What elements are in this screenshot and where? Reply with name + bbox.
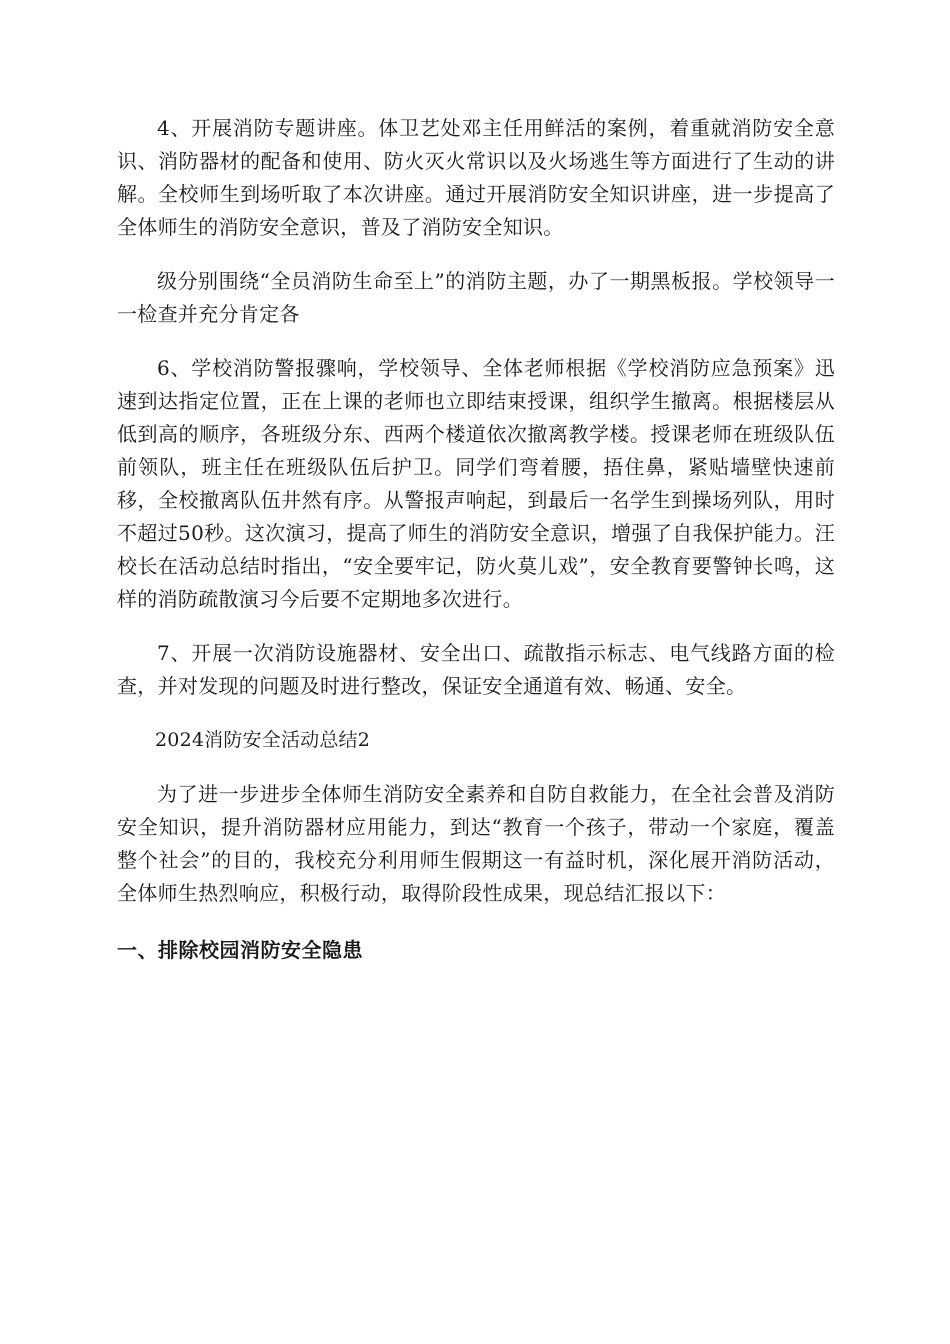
paragraph-item-4: 4、开展消防专题讲座。体卫艺处邓主任用鲜活的案例，着重就消防安全意识、消防器材的配备和使用、防火灭火常识以及火场逃生等方面进行了生动的讲解。全校师生到场听取了本次讲座。通过开展消防安全知识讲座，进一步提高了全体师生的消防安全意识，普及了消防安全知识。 xyxy=(117,116,835,239)
paragraph-item-6: 6、学校消防警报骤响，学校领导、全体老师根据《学校消防应急预案》迅速到达指定位置，正在上课的老师也立即结束授课，组织学生撤离。根据楼层从低到高的顺序，各班级分东、西两个楼道依次撤离教学楼。授课老师在班级队伍前领队，班主任在班级队伍后护卫。同学们弯着腰，捂住鼻，紧贴墙壁快速前移，全校撤离队伍井然有序。从警报声响起，到最后一名学生到操场列队，用时不超过50秒。这次演习，提高了师生的消防安全意识，增强了自我保护能力。汪校长在活动总结时指出，“安全要牢记，防火莫儿戏”，安全教育要警钟长鸣，这样的消防疏散演习今后要不定期地多次进行。 xyxy=(117,356,835,611)
paragraph-item-7: 7、开展一次消防设施器材、安全出口、疏散指示标志、电气线路方面的检查，并对发现的问题及时进行整改，保证安全通道有效、畅通、安全。 xyxy=(117,641,835,698)
paragraph-blackboard: 级分别围绕“全员消防生命至上”的消防主题，办了一期黑板报。学校领导一一检查并充分肯定各 xyxy=(117,269,835,326)
section-title: 2024消防安全活动总结2 xyxy=(155,729,371,751)
document-page xyxy=(117,112,835,967)
section-heading: 一、排除校园消防安全隐患 xyxy=(117,938,363,962)
paragraph-intro: 为了进一步进步全体师生消防安全素养和自防自救能力，在全社会普及消防安全知识，提升消防器材应用能力，到达“教育一个孩子，带动一个家庭，覆盖整个社会”的目的，我校充分利用师生假期这一有益时机，深化展开消防活动，全体师生热烈响应，积极行动，取得阶段性成果，现总结汇报以下： xyxy=(117,782,835,905)
